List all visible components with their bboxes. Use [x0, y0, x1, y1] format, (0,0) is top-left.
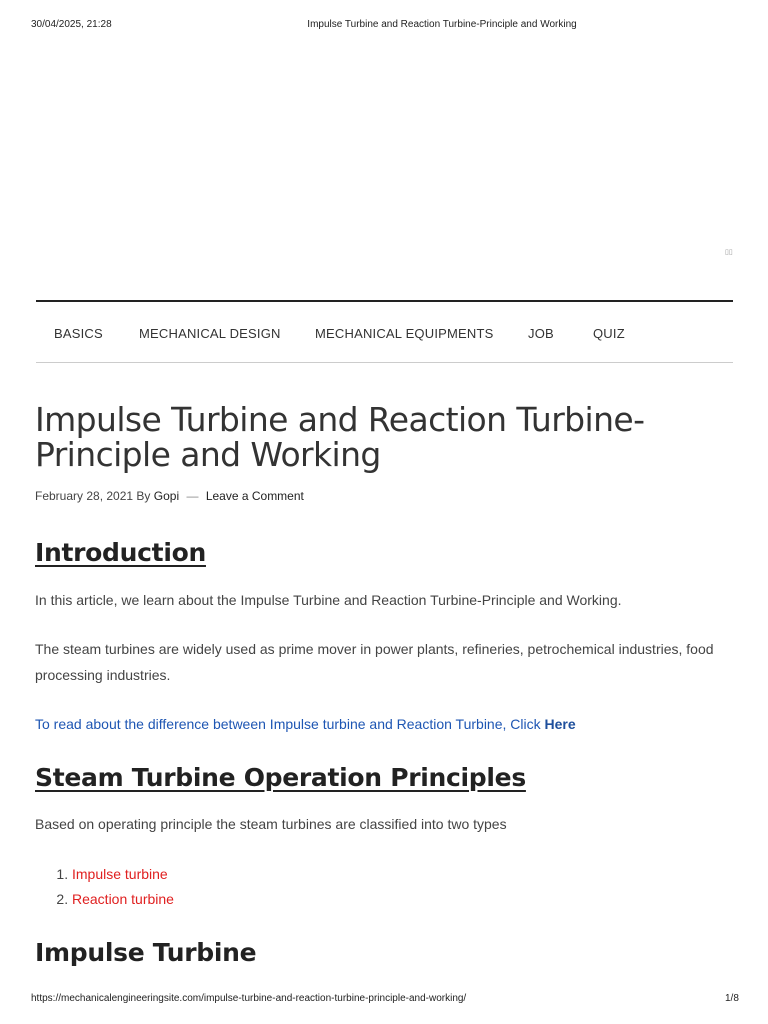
- impulse-turbine-link[interactable]: Impulse turbine: [72, 866, 168, 882]
- reaction-turbine-link[interactable]: Reaction turbine: [72, 891, 174, 907]
- post-date: February 28, 2021: [35, 489, 134, 503]
- intro-paragraph-1: In this article, we learn about the Impulse Turbine and Reaction Turbine-Principle and Working.: [35, 592, 622, 608]
- impulse-turbine-heading: Impulse Turbine: [35, 938, 257, 967]
- nav-item-quiz[interactable]: QUIZ: [593, 326, 625, 341]
- print-page-number: 1/8: [725, 993, 739, 1004]
- principles-paragraph: Based on operating principle the steam turbines are classified into two types: [35, 816, 507, 832]
- ad-choices-icon[interactable]: ▯▯: [725, 249, 733, 256]
- intro-paragraph-2: The steam turbines are widely used as prime mover in power plants, refineries, petrochemical industries, food processing industries.: [35, 641, 714, 683]
- difference-link-paragraph: [35, 711, 725, 737]
- post-meta: [35, 489, 304, 503]
- difference-link[interactable]: To read about the difference between Impulse turbine and Reaction Turbine, Click: [35, 716, 541, 732]
- list-item: [72, 862, 174, 887]
- meta-separator: —: [186, 489, 199, 503]
- here-link[interactable]: Here: [544, 716, 576, 732]
- article-title: Impulse Turbine and Reaction Turbine-Principle and Working: [35, 400, 645, 474]
- nav-item-mechanical-equipments[interactable]: MECHANICAL EQUIPMENTS: [315, 326, 494, 341]
- leave-comment-link[interactable]: Leave a Comment: [205, 489, 304, 503]
- print-date: 30/04/2025, 21:28: [31, 19, 112, 30]
- introduction-heading: Introduction: [35, 538, 206, 567]
- main-navigation: [36, 300, 733, 363]
- post-by: By: [136, 489, 151, 503]
- turbine-types-list: [35, 862, 174, 912]
- nav-item-job[interactable]: JOB: [528, 326, 554, 341]
- operation-principles-heading: Steam Turbine Operation Principles: [35, 763, 526, 792]
- print-page-title: Impulse Turbine and Reaction Turbine-Principle and Working: [307, 19, 577, 30]
- author-link[interactable]: Gopi: [153, 489, 180, 503]
- print-url: https://mechanicalengineeringsite.com/impulse-turbine-and-reaction-turbine-principle-and-working/: [31, 993, 467, 1004]
- nav-item-basics[interactable]: BASICS: [54, 326, 103, 341]
- nav-item-mechanical-design[interactable]: MECHANICAL DESIGN: [139, 326, 281, 341]
- list-item: [72, 887, 174, 912]
- print-header: [0, 19, 768, 33]
